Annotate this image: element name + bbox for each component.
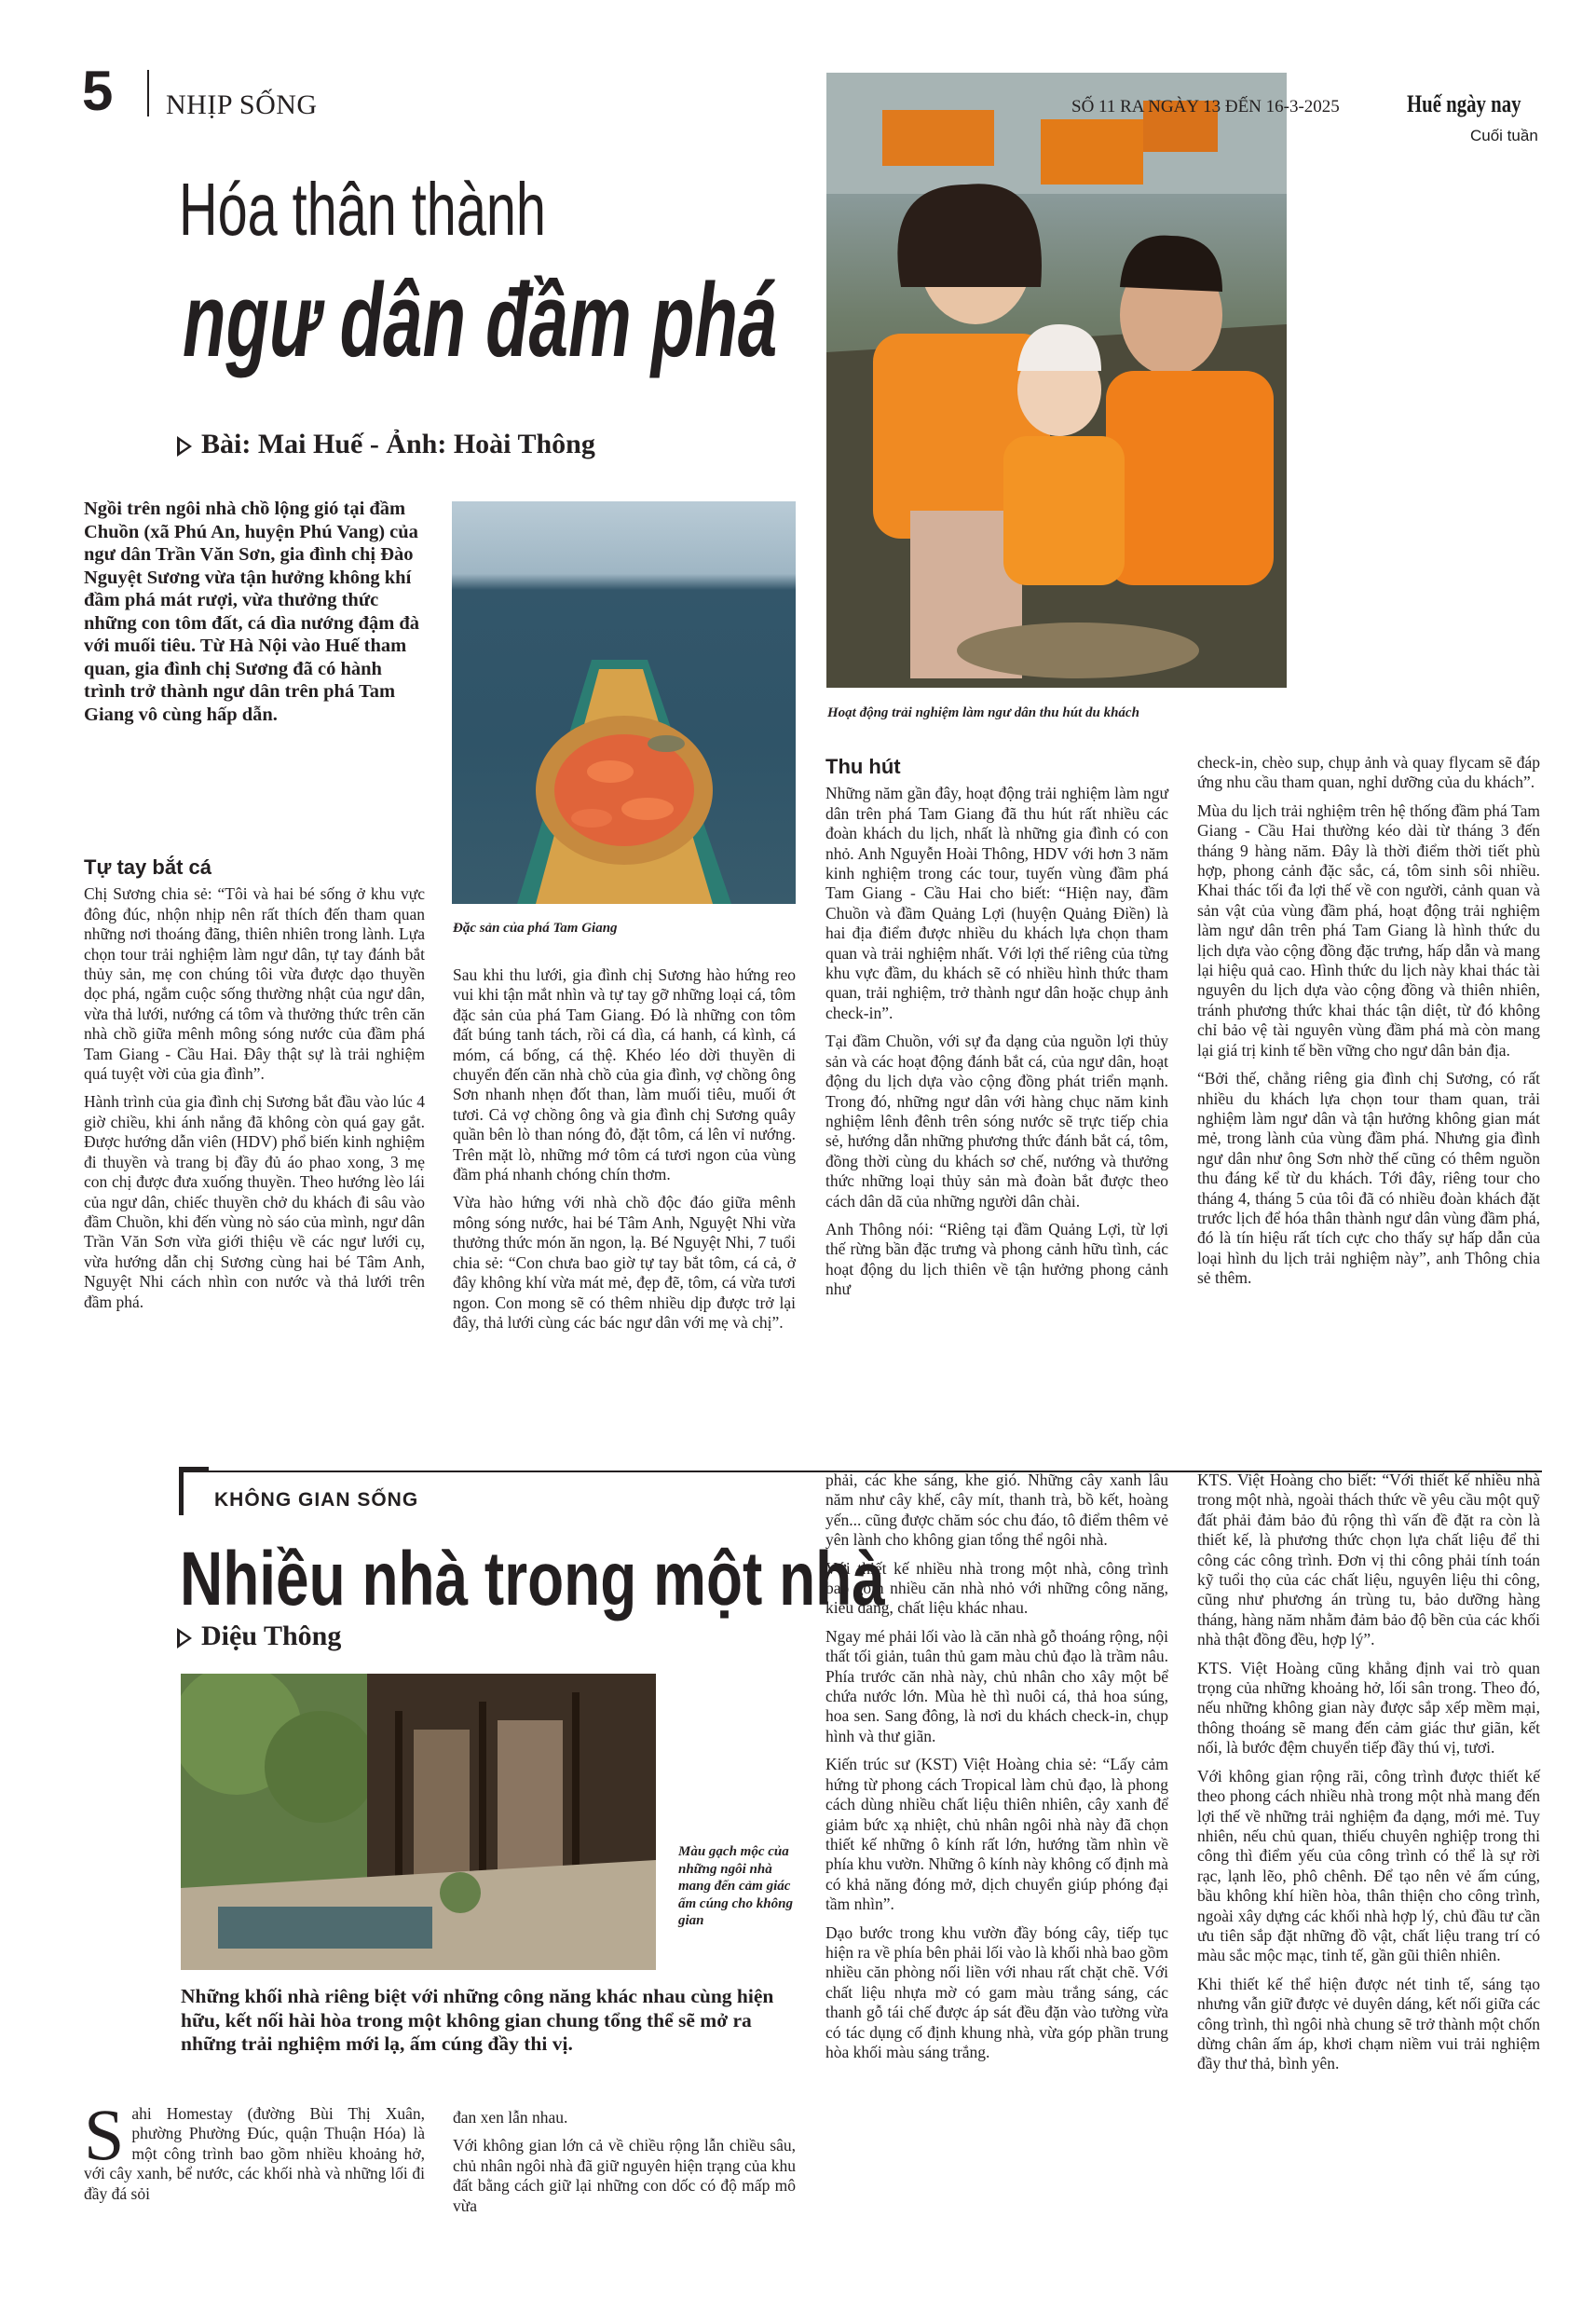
paragraph: Kiến trúc sư (KST) Việt Hoàng chia sẻ: “Lấy cảm hứng từ phong cách Tropical làm chủ đạo, là phong cách dùng nhiều chất liệu thiên nhiên, cây xanh để giảm bức xạ nhiệt, chủ nhân ngôi nhà này đã chọn thiết kế những ô kính rất lớn, hướng tầm nhìn về phía khu vườn. Những ô kính này không cố định mà có khả năng đóng mở, dịch chuyển giúp phóng đại tầm nhìn”.	[825, 1755, 1168, 1914]
byline-text: Diệu Thông	[201, 1621, 342, 1651]
paragraph: “Bởi thế, chẳng riêng gia đình chị Sương, có rất nhiều du khách lựa chọn tour tham quan, trải nghiệm làm ngư dân và tận hưởng không gian mát mẻ, trong lành của vùng đầm phá. Nhưng gia đình ngư dân như ông Sơn nhờ thế cũng có thêm nguồn thu đáng kể từ du khách. Tới đây, riêng tour cho tháng 4, tháng 5 của tôi đã có nhiều đoàn khách đặt trước lịch để hóa thân thành ngư dân vùng đầm phá, đó là tín hiệu rất tích cực cho thấy sự hấp dẫn của loại hình du lịch trải nghiệm này”, anh Thông chia sẻ thêm.	[1197, 1069, 1540, 1288]
paragraph: KTS. Việt Hoàng cho biết: “Với thiết kế nhiều nhà trong một nhà, ngoài thách thức về yêu cầu một quỹ đất phải đảm bảo đủ rộng thì vấn đề đặt ra còn là thiết kế, là phương thức chọn lựa chất liệu để thi công các công trình. Đơn vị thi công phải tính toán kỹ tuổi thọ của các chất liệu, nguyên liệu thi công, cũng như phương án trùng tu, bảo dưỡng hàng tháng, hàng năm nhằm đảm bảo độ bền của các khối nhà thật đồng đều, hợp lý”.	[1197, 1471, 1540, 1649]
photo3-caption: Màu gạch mộc của những ngôi nhà mang đến cảm giác ấm cúng cho không gian	[678, 1844, 793, 1928]
paragraph: Khi thiết kế thể hiện được nét tinh tế, sáng tạo nhưng vẫn giữ được vẻ duyên dáng, kết nối giữa các công trình, thì ngôi nhà chung sẽ trở thành một chốn dừng chân ấm áp, khơi chạm niềm vui trải nghiệm đầy thư thả, bình yên.	[1197, 1974, 1540, 2073]
paragraph: Chị Sương chia sẻ: “Tôi và hai bé sống ở khu vực đông đúc, nhộn nhịp nên rất thích đến tham quan những nơi thoáng đãng, thiên nhiên trong lành. Lựa chọn tour trải nghiệm làm ngư dân, tự tay đánh bắt thủy sản, mẹ con chúng tôi vừa được dạo thuyền dọc phá, ngắm cuộc sống thường nhật của ngư dân, vừa thả lưới, nướng cá tôm và thưởng thức trên căn nhà chồ giữa mênh mông sóng nước của đầm phá Tam Giang - Cầu Hai. Đây thật sự là trải nghiệm quá tuyệt vời của gia đình”.	[84, 884, 425, 1084]
paragraph: đan xen lẫn nhau.	[453, 2108, 568, 2127]
article2-col3	[825, 1471, 1168, 2071]
header-divider	[147, 70, 149, 116]
subhead-tu-tay-bat-ca: Tự tay bắt cá	[84, 855, 211, 879]
paragraph: check-in, chèo sup, chụp ảnh và quay flycam sẽ đáp ứng nhu cầu tham quan, nghỉ dưỡng của du khách”.	[1197, 753, 1540, 792]
article2-byline	[177, 1620, 341, 1653]
paragraph: Với không gian rộng rãi, công trình được thiết kế theo phong cách nhiều nhà trong một nhà mang đến lợi thế về những trải nghiệm đa dạng, mới mẻ. Tuy nhiên, nếu chủ quan, thiếu chuyên nghiệp trong thi công thì điểm yếu của công trình có thể là sự rời rạc, lạnh lẽo, phô chênh. Để tạo nên vẻ ấm cúng, bầu không khí hiền hòa, thân thiện cho công trình, ngoài xây dựng các khối nhà hợp lý, chủ đầu tư cần ưu tiên sắp đặt những đồ vật, chất liệu trang trí có màu sắc mộc mạc, tinh tế, gần gũi thiên nhiên.	[1197, 1766, 1540, 1965]
paragraph: Sau khi thu lưới, gia đình chị Sương hào hứng reo vui khi tận mắt nhìn và tự tay gỡ những loại cá, tôm đặc sản của phá Tam Giang. Đó là những con tôm đất búng tanh tách, rồi cá dìa, cá hanh, cá kình, cá móm, cá bống, cá thệ. Khéo léo dời thuyền di chuyển đến căn nhà chồ của gia đình, vợ chồng ông Sơn nhanh nhẹn đốt than, làm muối tiêu, muối ớt tươi. Cả vợ chồng ông và gia đình chị Sương quây quần bên lò than nóng đỏ, đặt tôm, cá lên vỉ nướng. Trên mặt lò, những mớ tôm cá tươi ngon của vùng đầm phá nhanh chóng chín thơm.	[453, 965, 796, 1184]
article1-byline	[177, 428, 595, 461]
brand-sub: Cuối tuần	[1470, 127, 1538, 144]
paragraph: Ngay mé phải lối vào là căn nhà gỗ thoáng rộng, nội thất tối giản, tuân thủ gam màu chủ đạo là trầm nâu. Phía trước căn nhà này, chủ nhân cho xây một bể chứa nước lớn. Mùa hè thì nuôi cá, thả hoa súng, hoa sen. Sang đông, là nơi du khách check-in, chụp hình và thư giãn.	[825, 1626, 1168, 1745]
article2-col1	[84, 2094, 425, 2204]
paragraph: phải, các khe sáng, khe gió. Những cây xanh lâu năm như cây khế, cây mít, thanh trà, bồ kết, hoàng yến... cũng được chăm sóc chu đáo, tô điểm thêm vẻ yên lành cho không gian tổng thể ngôi nhà.	[825, 1471, 1168, 1550]
photo2-caption: Hoạt động trải nghiệm làm ngư dân thu hút du khách	[827, 705, 1139, 720]
article1-col4	[1197, 753, 1540, 1297]
paragraph: KTS. Việt Hoàng cũng khẳng định vai trò quan trọng của những khoảng hở, lối sân trong. Theo đó, nếu những không gian này được sắp xếp mềm mại, thông thoáng sẽ mang đến cảm giác thư giãn, kết nối, là bước đệm chuyển tiếp đầy thú vị, tươi.	[1197, 1658, 1540, 1758]
issue-date: SỐ 11 RA NGÀY 13 ĐẾN 16-3-2025	[1071, 97, 1340, 116]
triangle-icon	[177, 436, 192, 457]
paragraph: Tại đầm Chuồn, với sự đa dạng của nguồn lợi thủy sản và các hoạt động đánh bắt cá, của ngư dân, hoạt động du lịch dựa vào cộng đồng phát triển mạnh. Trong đó, những ngư dân với hàng chục năm kinh nghiệm lênh đênh trên sóng nước sẽ trực tiếp chia sẻ, hướng dẫn những phương thức đánh bắt cá, tôm, đồng thời cùng du khách sơ chế, nướng và thưởng thức những loại thủy sản mà đoàn bắt được theo cách dân dã của những người dân chài.	[825, 1032, 1168, 1211]
brand-logo	[1407, 91, 1521, 117]
kicker-box-icon	[179, 1467, 209, 1515]
paragraph: Dạo bước trong khu vườn đầy bóng cây, tiếp tục hiện ra về phía bên phải lối vào là khối nhà bao gồm nhiều căn phòng nối liền với nhau rất chặt chẽ. Với chất liệu nhựa mờ có gam màu trắng sáng, các thanh gỗ tái chế được áp sát đều đặn vào tường vừa có tác dụng cố định khung nhà, vừa góp phần trung hòa khối màu sáng trắng.	[825, 1922, 1168, 2061]
article1-title-line2: ngư dân đầm phá	[183, 262, 778, 378]
article1-lead: Ngồi trên ngôi nhà chồ lộng gió tại đầm Chuồn (xã Phú An, huyện Phú Vang) của ngư dân Trần Văn Sơn, gia đình chị Đào Nguyệt Sương vừa tận hưởng không khí đầm phá mát rượi, vừa thưởng thức những con tôm đất, cá dìa nướng đậm đà với muối tiêu. Từ Hà Nội vào Huế tham quan, gia đình chị Sương đã có hành trình trở thành ngư dân trên phá Tam Giang vô cùng hấp dẫn.	[84, 499, 420, 725]
photo-seafood-boat	[452, 501, 796, 904]
article2-col4	[1197, 1471, 1540, 2083]
brand-name: Huế ngày nay	[1407, 90, 1521, 117]
article2-title: Nhiều nhà trong một nhà	[180, 1537, 885, 1621]
dropcap: S	[84, 2094, 125, 2175]
page-number: 5	[82, 60, 114, 122]
paragraph: Hành trình của gia đình chị Sương bắt đầu vào lúc 4 giờ chiều, khi ánh nắng đã không còn quá gay gắt. Được hướng dẫn viên (HDV) phổ biến kinh nghiệm đi thuyền và trang bị đầy đủ áo phao xong, 3 mẹ con chị được đưa xuống thuyền. Theo hướng lèo lái của ngư dân, chiếc thuyền chở du khách đi sâu vào đầm Chuồn, khi đến vùng nò sáo của mình, ngư dân Trần Văn Sơn vừa giới thiệu về các ngư lưới cụ, vừa hướng dẫn chị Sương cùng hai bé Tâm Anh, Nguyệt Nhi cách nhìn con nước và thả lưới trên đầm phá.	[84, 1092, 425, 1311]
photo-homestay	[181, 1674, 656, 1970]
paragraph: Với không gian lớn cả về chiều rộng lẫn chiều sâu, chủ nhân ngôi nhà đã giữ nguyên hiện trạng của khu đất bằng cách giữ lại những con dốc có độ mấp mô vừa	[453, 2136, 796, 2215]
byline-text: Bài: Mai Huế - Ảnh: Hoài Thông	[201, 429, 595, 459]
article1-col1	[84, 852, 425, 1320]
paragraph: Những năm gần đây, hoạt động trải nghiệm làm ngư dân trên phá Tam Giang đã thu hút rất nhiều các đoàn khách du lịch, nhất là những gia đình có con nhỏ. Anh Nguyễn Hoài Thông, HDV với hơn 3 năm kinh nghiệm trong các tour, tuyến vùng đầm phá Tam Giang - Cầu Hai cho biết: “Hiện nay, đầm Chuồn và đầm Quảng Lợi (huyện Quảng Điền) là hai địa điểm được nhiều du khách lựa chọn tham quan và trải nghiệm nhất. Với lợi thế riêng của từng khu vực đầm, du khách sẽ có nhiều hình thức tham quan, trải nghiệm, trở thành ngư dân hoặc chụp ảnh check-in”.	[825, 784, 1168, 1022]
photo-family-boat	[826, 73, 1287, 688]
triangle-icon	[177, 1628, 192, 1648]
paragraph: Với thiết kế nhiều nhà trong một nhà, công trình bao gồm nhiều căn nhà nhỏ với những công năng, kiểu dáng, chất liệu khác nhau.	[825, 1558, 1168, 1618]
article1-col3	[825, 751, 1168, 1308]
article1-title-line1: Hóa thân thành	[179, 168, 546, 251]
section-label: NHỊP SỐNG	[166, 89, 318, 120]
paragraph: Vừa hào hứng với nhà chồ độc đáo giữa mênh mông sóng nước, hai bé Tâm Anh, Nguyệt Nhi vừa thưởng thức món ăn ngon, lạ. Bé Nguyệt Nhi, 7 tuổi chia sẻ: “Con chưa bao giờ tự tay bắt tôm, cá cả, ở đây không khí vừa mát mẻ, đẹp đẽ, tôm, cá vừa tươi ngon. Con mong sẽ có thêm nhiều dịp được trở lại đây, thả lưới cùng các bác ngư dân với mẹ và chị”.	[453, 1193, 796, 1332]
paragraph: Mùa du lịch trải nghiệm trên hệ thống đầm phá Tam Giang - Cầu Hai thường kéo dài từ tháng 3 đến tháng 9 hàng năm. Đây là thời điểm thời tiết phù hợp, phong cảnh đặc sắc, cá, tôm sinh sôi nhiều. Khai thác tối đa lợi thế về con người, cảnh quan và sản vật của vùng đầm phá, hoạt động trải nghiệm làm ngư dân trên phá Tam Giang là hình thức du lịch dựa vào cộng đồng đặc trưng, hấp dẫn và mang lại hiệu quả cao. Hình thức du lịch này khai thác tài nguyên du lịch dựa vào cộng đồng và thiên nhiên, tránh phương thức khai thác tận diệt, từ đó không chỉ bảo vệ tài nguyên vùng đầm phá mà còn mang lại giá trị kinh tế bền vững cho ngư dân bản địa.	[1197, 800, 1540, 1060]
article1-col2	[453, 965, 796, 1341]
article2-lead: Những khối nhà riêng biệt với những công năng khác nhau cùng hiện hữu, kết nối hài hòa trong một không gian chung tổng thể sẽ mở ra những trải nghiệm mới lạ, ấm cúng đầy thi vị.	[181, 1985, 774, 2055]
photo1-caption: Đặc sản của phá Tam Giang	[453, 921, 618, 936]
paragraph: ahi Homestay (đường Bùi Thị Xuân, phường Phường Đúc, quận Thuận Hóa) là một công trình bao gồm nhiều khoảng hở, với cây xanh, bể nước, các khối nhà và những lối đi đầy đá sỏi	[84, 2104, 425, 2203]
article2-kicker: KHÔNG GIAN SỐNG	[214, 1489, 419, 1511]
subhead-thu-hut: Thu hút	[825, 755, 901, 778]
paragraph: Anh Thông nói: “Riêng tại đầm Quảng Lợi, từ lợi thế rừng bần đặc trưng và phong cảnh hữu tình, các hoạt động du lịch thiên về tận hưởng phong cảnh như	[825, 1219, 1168, 1299]
article2-col2	[453, 2108, 796, 2224]
